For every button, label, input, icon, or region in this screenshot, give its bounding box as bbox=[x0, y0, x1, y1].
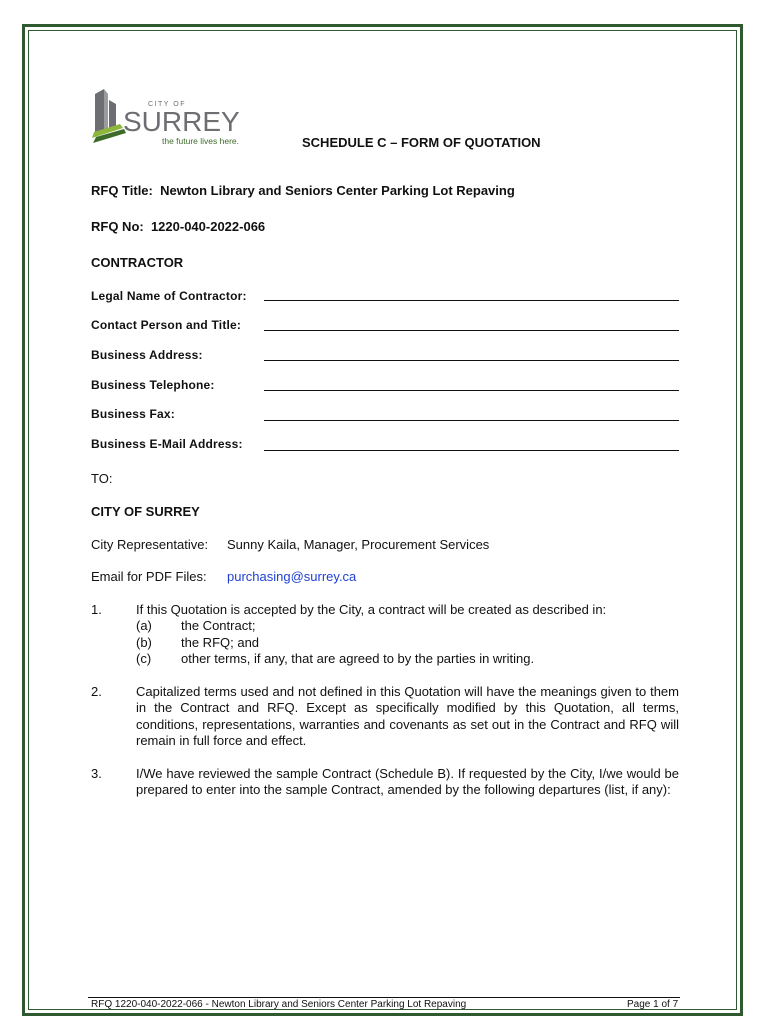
logo-surrey-text: SURREY bbox=[123, 106, 240, 137]
rfq-title-value: Newton Library and Seniors Center Parking Lot Repaving bbox=[160, 183, 515, 198]
city-representative-label: City Representative: bbox=[91, 537, 209, 552]
footer-divider bbox=[88, 997, 680, 998]
page-title: SCHEDULE C – FORM OF QUOTATION bbox=[302, 135, 541, 150]
clause-1-item-a-text: the Contract; bbox=[181, 618, 256, 633]
to-label: TO: bbox=[91, 471, 113, 486]
clause-1-text: If this Quotation is accepted by the City, a contract will be created as described in: bbox=[136, 602, 607, 617]
page-border-inner bbox=[28, 30, 737, 1010]
rfq-number-value: 1220-040-2022-066 bbox=[150, 219, 266, 234]
city-of-surrey-logo bbox=[90, 86, 250, 148]
contact-person-field[interactable] bbox=[264, 330, 679, 331]
rfq-title-line bbox=[91, 183, 515, 198]
business-fax-label: Business Fax: bbox=[91, 407, 175, 421]
legal-name-field[interactable] bbox=[264, 300, 679, 301]
city-representative-value: Sunny Kaila, Manager, Procurement Services bbox=[227, 537, 490, 552]
contact-person-label: Contact Person and Title: bbox=[91, 318, 242, 332]
contractor-heading: CONTRACTOR bbox=[91, 255, 184, 270]
email-pdf-label: Email for PDF Files: bbox=[91, 569, 207, 584]
clause-1-item-c-letter: (c) bbox=[136, 651, 152, 666]
clause-1-item-c-text: other terms, if any, that are agreed to by the parties in writing. bbox=[181, 651, 535, 666]
business-email-label: Business E-Mail Address: bbox=[91, 437, 243, 451]
clause-1-item-b-letter: (b) bbox=[136, 635, 152, 650]
business-telephone-label: Business Telephone: bbox=[91, 378, 215, 392]
logo-tagline-text: the future lives here. bbox=[162, 136, 240, 146]
clause-3-text: I/We have reviewed the sample Contract (Schedule B). If requested by the City, I/we would be prepared to enter into the sample Contract, amended by the following departures (list, if any): bbox=[136, 766, 679, 798]
clause-2-number: 2. bbox=[91, 684, 102, 699]
business-fax-field[interactable] bbox=[264, 420, 679, 421]
logo-city-of-text: CITY OF bbox=[148, 101, 186, 108]
rfq-number-line bbox=[91, 219, 265, 234]
clause-3-number: 3. bbox=[91, 766, 102, 781]
business-telephone-field[interactable] bbox=[264, 390, 679, 391]
business-address-label: Business Address: bbox=[91, 348, 203, 362]
business-email-field[interactable] bbox=[264, 450, 679, 451]
clause-1-item-a-letter: (a) bbox=[136, 618, 152, 633]
clause-1-item-b-text: the RFQ; and bbox=[181, 635, 260, 650]
purchasing-email-link[interactable]: purchasing@surrey.ca bbox=[227, 569, 357, 584]
footer-rfq-reference: RFQ 1220-040-2022-066 - Newton Library and Seniors Center Parking Lot Repaving bbox=[91, 999, 467, 1010]
clause-2-text: Capitalized terms used and not defined in this Quotation will have the meanings given to them in the Contract and RFQ. Except as specifically modified by this Quotation, all terms, conditions, representations, warranties and covenants as set out in the Contract and RFQ will remain in full force and effect. bbox=[136, 684, 679, 749]
rfq-number-label: RFQ No: bbox=[91, 219, 144, 234]
footer-page-number: Page 1 of 7 bbox=[627, 999, 679, 1010]
business-address-field[interactable] bbox=[264, 360, 679, 361]
legal-name-label: Legal Name of Contractor: bbox=[91, 289, 247, 303]
city-of-surrey-heading: CITY OF SURREY bbox=[91, 504, 200, 519]
clause-1-number: 1. bbox=[91, 602, 102, 617]
rfq-title-label: RFQ Title: bbox=[91, 183, 153, 198]
